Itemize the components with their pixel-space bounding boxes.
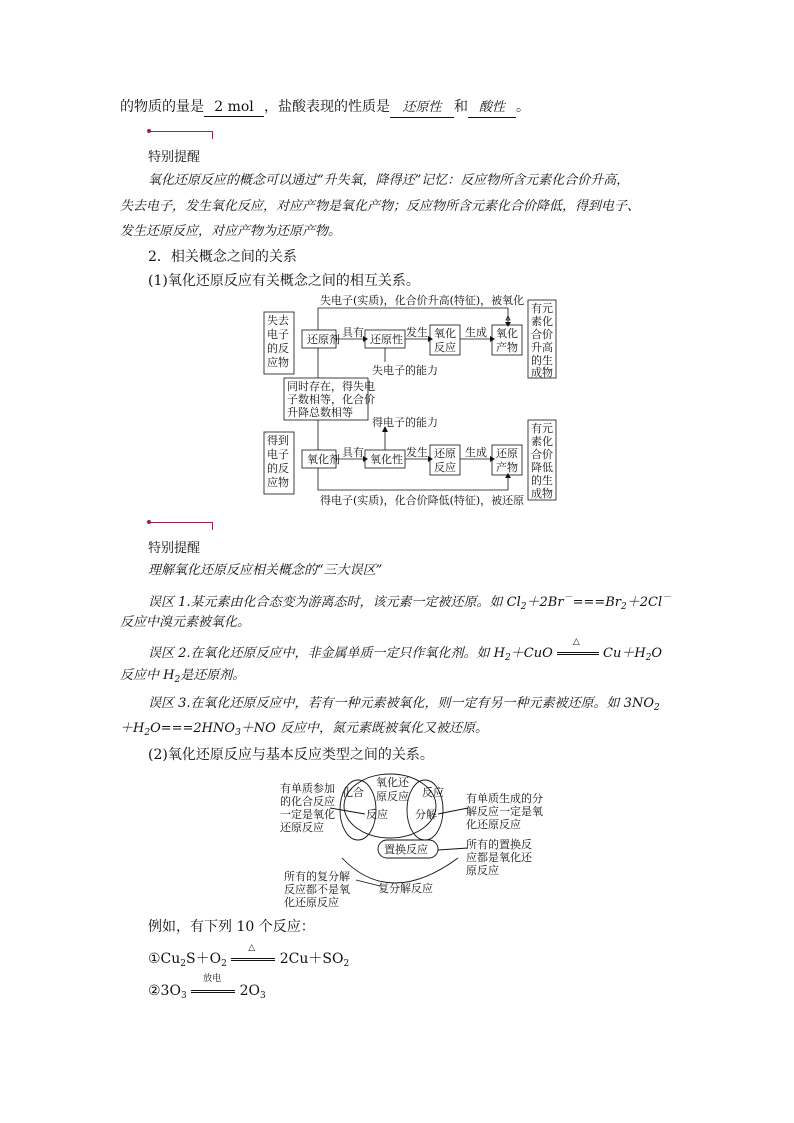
svg-text:发生: 发生 bbox=[406, 326, 428, 339]
tip1-line3: 发生还原反应，对应产物为还原产物。 bbox=[120, 224, 342, 239]
svg-text:电子: 电子 bbox=[267, 448, 289, 461]
svg-text:生成: 生成 bbox=[465, 446, 487, 459]
misconception-1: 误区 1.某元素由化合态变为游离态时，该元素一定被还原。如 $Cl_2+2Br^-===Br_2+2Cl^-$ bbox=[148, 593, 672, 612]
svg-text:解反应一定是氧: 解反应一定是氧 bbox=[466, 805, 543, 818]
svg-text:还原: 还原 bbox=[434, 447, 456, 460]
tip-title: 特别提醒 bbox=[148, 150, 201, 165]
svg-text:反应: 反应 bbox=[366, 808, 388, 821]
svg-text:成物: 成物 bbox=[531, 487, 553, 500]
svg-text:应都是氧化还: 应都是氧化还 bbox=[466, 851, 532, 864]
svg-text:还原: 还原 bbox=[496, 447, 518, 460]
bottom-label: 得电子(实质)，化合价降低(特征)，被还原 bbox=[320, 494, 525, 507]
svg-text:合价: 合价 bbox=[531, 328, 553, 341]
svg-text:应物: 应物 bbox=[267, 476, 289, 489]
svg-text:所有的复分解: 所有的复分解 bbox=[284, 870, 350, 883]
svg-text:具有: 具有 bbox=[342, 446, 364, 459]
svg-text:产物: 产物 bbox=[496, 341, 518, 354]
svg-text:同时存在，得失电: 同时存在，得失电 bbox=[287, 380, 375, 393]
reaction-type-diagram bbox=[280, 768, 555, 910]
svg-text:的生: 的生 bbox=[531, 474, 553, 487]
svg-text:有单质生成的分: 有单质生成的分 bbox=[466, 792, 543, 805]
svg-text:应物: 应物 bbox=[267, 356, 289, 369]
svg-text:子数相等，化合价: 子数相等，化合价 bbox=[287, 393, 375, 406]
svg-text:失电子的能力: 失电子的能力 bbox=[372, 364, 438, 377]
svg-text:电子: 电子 bbox=[267, 328, 289, 341]
svg-text:反应: 反应 bbox=[434, 461, 456, 474]
svg-text:的反: 的反 bbox=[267, 462, 289, 475]
svg-text:原反应: 原反应 bbox=[376, 790, 409, 803]
svg-text:有元: 有元 bbox=[531, 422, 553, 435]
svg-text:反应: 反应 bbox=[434, 341, 456, 354]
svg-text:失去: 失去 bbox=[267, 314, 289, 327]
tip-marker bbox=[150, 131, 212, 132]
svg-text:的生: 的生 bbox=[531, 354, 553, 367]
svg-text:降低: 降低 bbox=[531, 461, 553, 474]
svg-text:升降总数相等: 升降总数相等 bbox=[287, 406, 353, 419]
oxidizing-box: 氧化性 bbox=[370, 453, 403, 466]
svg-text:得电子的能力: 得电子的能力 bbox=[372, 416, 438, 429]
svg-text:化还原反应: 化还原反应 bbox=[466, 818, 521, 831]
svg-text:合价: 合价 bbox=[531, 448, 553, 461]
svg-text:素化: 素化 bbox=[531, 315, 553, 328]
reducer-box: 还原剂 bbox=[307, 333, 340, 346]
section-heading: 2．相关概念之间的关系 bbox=[148, 249, 297, 265]
svg-text:的化合反应: 的化合反应 bbox=[280, 795, 335, 808]
svg-text:具有: 具有 bbox=[342, 326, 364, 339]
redox-concept-diagram bbox=[260, 292, 560, 508]
svg-text:原反应: 原反应 bbox=[466, 864, 499, 877]
svg-text:成物: 成物 bbox=[531, 366, 553, 379]
svg-text:所有的置换反: 所有的置换反 bbox=[466, 838, 532, 851]
misconception-2: 误区 2.在氧化还原反应中，非金属单质一定只作氧化剂。如 $H_2+CuO$ △ $Cu+H_2O$ bbox=[148, 637, 663, 663]
oxidant-box: 氧化剂 bbox=[307, 453, 340, 466]
example-intro: 例如，有下列 10 个反应： bbox=[148, 919, 315, 935]
subsection-heading-2: (2)氧化还原反应与基本反应类型之间的关系。 bbox=[148, 747, 434, 763]
reaction-1: $①Cu_2S+O_2$ △ $2Cu+SO_2$ bbox=[148, 943, 350, 969]
svg-text:反应: 反应 bbox=[422, 786, 444, 799]
reaction-2: $②3O_3$ 放电 $2O_3$ bbox=[148, 974, 266, 1001]
svg-text:分解: 分解 bbox=[415, 808, 437, 821]
svg-text:素化: 素化 bbox=[531, 435, 553, 448]
blank-acidity: 酸性 bbox=[468, 99, 516, 118]
tip1-line1: 氧化还原反应的概念可以通过“升失氧，降得还”记忆：反应物所含元素化合价升高， bbox=[148, 173, 630, 188]
svg-text:一定是氧化: 一定是氧化 bbox=[280, 808, 335, 821]
svg-text:得到: 得到 bbox=[267, 434, 289, 447]
svg-text:有元: 有元 bbox=[531, 302, 553, 315]
svg-text:发生: 发生 bbox=[406, 446, 428, 459]
tip1-line2: 失去电子，发生氧化反应，对应产物是氧化产物；反应物所含元素化合价降低，得到电子、 bbox=[120, 199, 641, 214]
tip2-heading: 理解氧化还原反应相关概念的“三大误区” bbox=[148, 563, 383, 578]
svg-text:还原反应: 还原反应 bbox=[280, 821, 324, 834]
svg-text:氧化: 氧化 bbox=[496, 327, 518, 340]
subsection-heading: (1)氧化还原反应有关概念之间的相互关系。 bbox=[148, 273, 420, 289]
svg-text:化还原反应: 化还原反应 bbox=[284, 896, 339, 909]
svg-text:产物: 产物 bbox=[496, 461, 518, 474]
reducibility-box: 还原性 bbox=[370, 333, 403, 346]
top-label: 失电子(实质)，化合价升高(特征)，被氧化 bbox=[320, 294, 525, 307]
double-decomp-label: 复分解反应 bbox=[378, 882, 433, 895]
svg-text:有单质参加: 有单质参加 bbox=[280, 782, 335, 795]
svg-text:升高: 升高 bbox=[531, 341, 553, 354]
svg-text:反应都不是氧: 反应都不是氧 bbox=[284, 883, 350, 896]
blank-amount: 2 mol bbox=[204, 98, 264, 117]
svg-text:的反: 的反 bbox=[267, 342, 289, 355]
tip-title-2: 特别提醒 bbox=[148, 541, 201, 556]
blank-reducibility: 还原性 bbox=[390, 99, 454, 118]
displacement-label: 置换反应 bbox=[384, 843, 428, 856]
svg-text:生成: 生成 bbox=[465, 326, 487, 339]
tip-marker-2 bbox=[150, 522, 212, 523]
answer-line: 的物质的量是 2 mol ，盐酸表现的性质是 还原性 和 酸性 。 bbox=[120, 98, 530, 118]
svg-text:氧化还: 氧化还 bbox=[376, 776, 409, 789]
svg-text:化合: 化合 bbox=[342, 786, 364, 799]
misconception-3: 误区 3.在氧化还原反应中，若有一种元素被氧化，则一定有另一种元素被还原。如 $3NO_2$ bbox=[148, 696, 660, 713]
svg-text:氧化: 氧化 bbox=[434, 327, 456, 340]
